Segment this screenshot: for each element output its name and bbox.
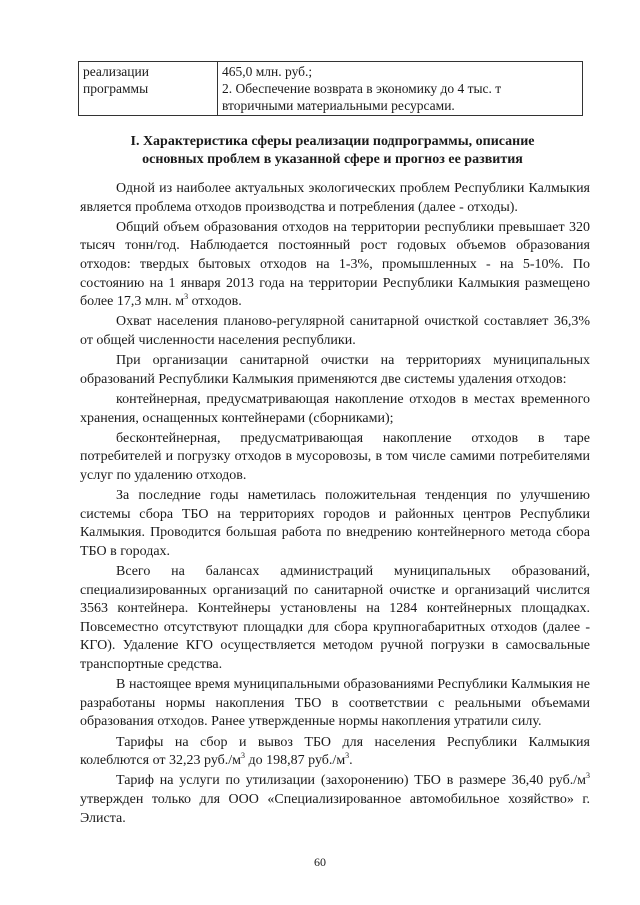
- body-text: [80, 180, 590, 830]
- table-cell-value: [218, 62, 583, 116]
- label-line: реализации: [83, 64, 149, 79]
- paragraph: За последние годы наметилась положительная тенденция по улучшению системы сбора ТБО на территориях городов и районных центров Республики Калмыкия. Проводится большая работа по внедрению контейнерного метода сбора ТБО в городах.: [80, 488, 590, 559]
- paragraph-text: до 198,87 руб./: [248, 753, 337, 769]
- unit: м: [577, 773, 586, 789]
- paragraph: Всего на балансах администраций муниципальных образований, специализированных организаций по санитарной очистке и организаций числится 3563 контейнера. Контейнеры установлены на 1284 контейнерных площадках. Повсеместно отсутствуют площадки для сбора крупногабаритных отходов (далее - КГО). Удаление КГО осуществляется методом ручной погрузки в самосвальные транспортные средства.: [80, 564, 590, 672]
- paragraph: [80, 734, 590, 771]
- paragraph-text: .: [349, 753, 353, 769]
- paragraph: [80, 219, 590, 312]
- paragraph: [80, 772, 590, 828]
- unit: м: [175, 294, 185, 310]
- exponent: 3: [241, 751, 246, 761]
- label-line: программы: [83, 81, 149, 96]
- paragraph: Одной из наиболее актуальных экологических проблем Республики Калмыкия является проблема отходов производства и потребления (далее - отходы).: [80, 181, 590, 215]
- exponent: 3: [345, 751, 350, 761]
- unit: м: [336, 753, 346, 769]
- paragraph-text: Тарифы на сбор и вывоз ТБО для населения Республики Калмыкия колеблются от 32,23 руб./: [80, 734, 590, 769]
- heading-line: основных проблем в указанной сфере и прогноз ее развития: [142, 152, 523, 167]
- table-cell-label: [79, 62, 218, 116]
- paragraph-text: отходов.: [191, 294, 242, 310]
- program-passport-table: [78, 61, 583, 116]
- paragraph: контейнерная, предусматривающая накопление отходов в местах временного хранения, оснащенных контейнерами (сборниками);: [80, 391, 590, 426]
- table-row: [79, 62, 583, 116]
- exponent: 3: [586, 771, 590, 781]
- section-heading: [80, 133, 585, 169]
- value-line: вторичными материальными ресурсами.: [222, 98, 455, 113]
- paragraph: В настоящее время муниципальными образованиями Республики Калмыкия не разработаны нормы накопления ТБО в соответствии с реальными объемами образования отходов. Ранее утвержденные нормы накопления утратили силу.: [80, 677, 590, 730]
- value-line: 2. Обеспечение возврата в экономику до 4 тыс. т: [222, 81, 502, 96]
- paragraph: Охват населения планово-регулярной санитарной очисткой составляет 36,3% от общей численности населения республики.: [80, 314, 590, 348]
- paragraph: бесконтейнерная, предусматривающая накопление отходов в таре потребителей и погрузку отходов в мусоровозы, в том числе самими потребителями услуг по удалению отходов.: [80, 430, 590, 483]
- paragraph-text: Общий объем образования отходов на территории республики превышает 320 тысяч тонн/год. Наблюдается постоянный рост годовых объемов образования отходов: твердых бытовых отходов на 1-3%, промышленных - на 5-10%. По состоянию на 1 января 2013 года на территории Республики Калмыкия размещено более 17,3 млн.: [80, 219, 590, 310]
- heading-line: I. Характеристика сферы реализации подпрограммы, описание: [130, 134, 535, 149]
- paragraph-text: утвержден только для ООО «Специализированное автомобильное хозяйство» г. Элиста.: [80, 791, 590, 826]
- page-number: 60: [314, 855, 326, 869]
- unit: м: [232, 753, 242, 769]
- exponent: 3: [184, 292, 189, 302]
- paragraph-text: Тариф на услуги по утилизации (захоронению) ТБО в размере 36,40 руб./: [116, 773, 578, 789]
- value-line: 465,0 млн. руб.;: [222, 64, 313, 79]
- paragraph: При организации санитарной очистки на территориях муниципальных образований Республики Калмыкия применяются две системы удаления отходов:: [80, 353, 590, 387]
